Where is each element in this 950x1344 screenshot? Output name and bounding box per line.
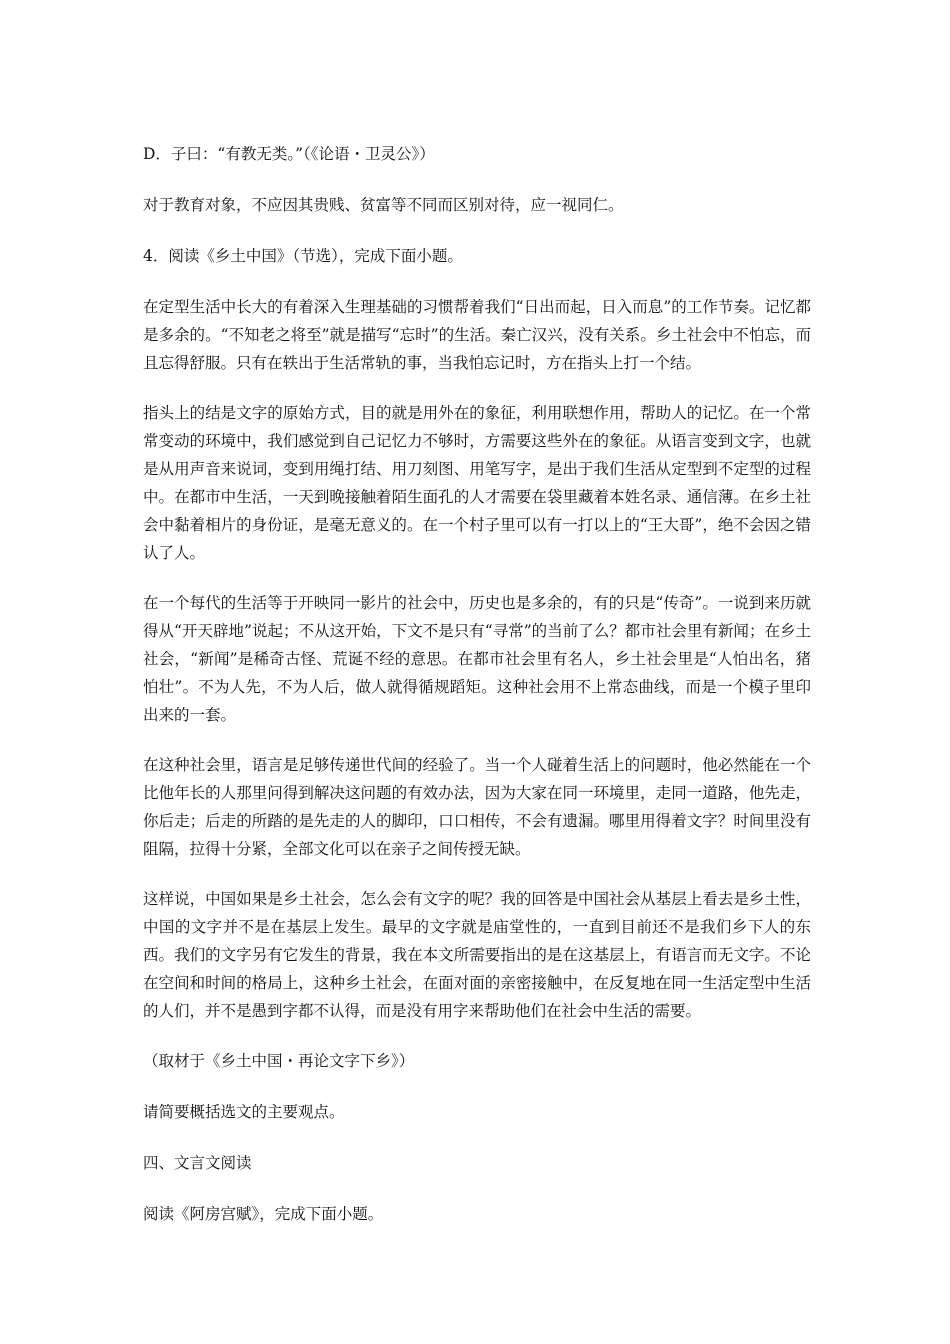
question-text: 请简要概括选文的主要观点。 — [143, 1103, 345, 1121]
passage-paragraph-1: 在定型生活中长大的有着深入生理基础的习惯帮着我们“日出而起，日入而息”的工作节奏。记忆都是多余的。“不知老之将至”就是描写“忘时”的生活。秦亡汉兴，没有关系。乡土社会中不怕忘，而且忘得舒服。只有在轶出于生活常轨的事，当我怕忘记时，方在指头上打一个结。 — [143, 298, 811, 372]
option-d-explanation: 对于教育对象，不应因其贵贱、贫富等不同而区别对待，应一视同仁。 — [143, 196, 624, 214]
option-d: D．子曰：“有教无类。”（《论语・卫灵公》） — [143, 145, 435, 163]
passage-paragraph-5: 这样说，中国如果是乡土社会，怎么会有文字的呢？我的回答是中国社会从基层上看去是乡土性，中国的文字并不是在基层上发生。最早的文字就是庙堂性的，一直到目前还不是我们乡下人的东西。我们的文字另有它发生的背景，我在本文所需要指出的是在这基层上，有语言而无文字。不论在空间和时间的格局上，这种乡土社会，在面对面的亲密接触中，在反复地在同一生活定型中生活的人们，并不是愚到字都不认得，而是没有用字来帮助他们在社会中生活的需要。 — [143, 890, 811, 1020]
passage-paragraph-4: 在这种社会里，语言是足够传递世代间的经验了。当一个人碰着生活上的问题时，他必然能在一个比他年长的人那里问得到解决这问题的有效办法，因为大家在同一环境里，走同一道路，他先走，你后走；后走的所踏的是先走的人的脚印，口口相传，不会有遗漏。哪里用得着文字？时间里没有阻隔，拉得十分紧，全部文化可以在亲子之间传授无缺。 — [143, 756, 811, 858]
document-page — [143, 140, 811, 1228]
passage-paragraph-3: 在一个每代的生活等于开映同一影片的社会中，历史也是多余的，有的只是“传奇”。一说到来历就得从“开天辟地”说起；不从这开始，下文不是只有“寻常”的当前了么？都市社会里有新闻；在乡土社会，“新闻”是稀奇古怪、荒诞不经的意思。在都市社会里有名人，乡土社会里是“人怕出名，猪怕壮”。不为人先，不为人后，做人就得循规蹈矩。这种社会用不上常态曲线，而是一个模子里印出来的一套。 — [143, 594, 811, 724]
source-note: （取材于《乡土中国・再论文字下乡》） — [143, 1052, 415, 1070]
classical-prompt: 阅读《阿房宫赋》，完成下面小题。 — [143, 1205, 384, 1223]
passage-paragraph-2: 指头上的结是文字的原始方式，目的就是用外在的象征，利用联想作用，帮助人的记忆。在一个常常变动的环境中，我们感觉到自己记忆力不够时，方需要这些外在的象征。从语言变到文字，也就是从用声音来说词，变到用绳打结、用刀刻图、用笔写字，是出于我们生活从定型到不定型的过程中。在都市中生活，一天到晚接触着陌生面孔的人才需要在袋里藏着本姓名录、通信薄。在乡土社会中黏着相片的身份证，是毫无意义的。在一个村子里可以有一打以上的“王大哥”，绝不会因之错认了人。 — [143, 404, 811, 562]
question4-prompt: 4．阅读《乡土中国》（节选），完成下面小题。 — [143, 247, 463, 265]
section-heading: 四、文言文阅读 — [143, 1154, 252, 1172]
